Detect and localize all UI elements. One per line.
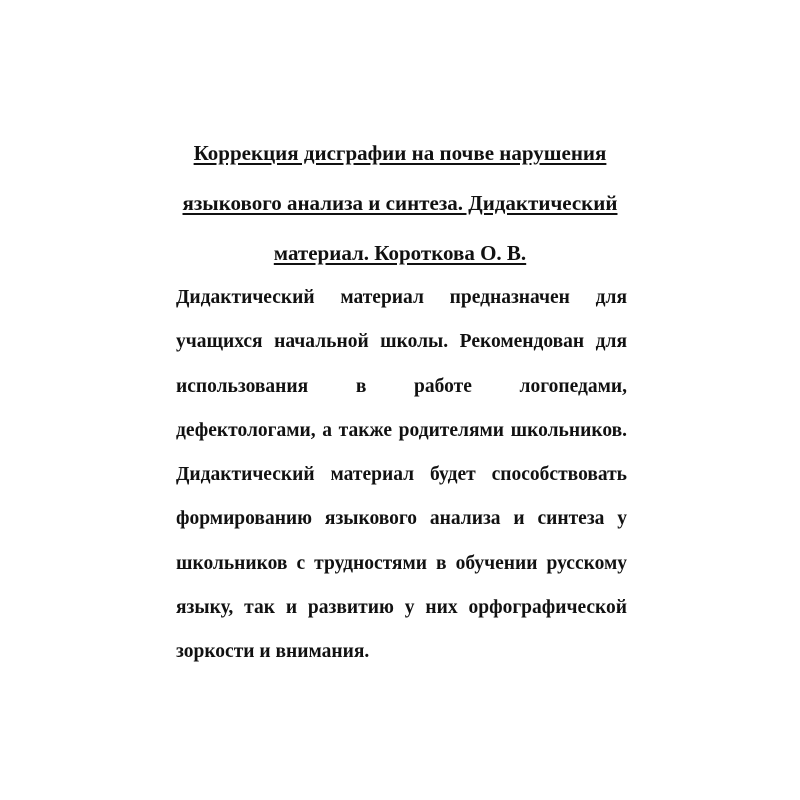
body-line-4: дефектологами, а также родителями школьников. bbox=[176, 419, 627, 441]
body-line-3: использования в работе логопедами, bbox=[176, 375, 627, 397]
body-line-6: формированию языкового анализа и синтеза у bbox=[176, 508, 627, 530]
body-line-7: школьников с трудностями в обучении русскому bbox=[176, 552, 627, 574]
document-title bbox=[170, 128, 630, 278]
title-line-3: материал. Короткова О. В. bbox=[273, 241, 527, 265]
body-line-8: языку, так и развитию у них орфографической bbox=[176, 597, 627, 619]
body-line-2: учащихся начальной школы. Рекомендован для bbox=[176, 331, 627, 353]
title-line-1: Коррекция дисграфии на почве нарушения bbox=[193, 141, 607, 165]
body-line-5: Дидактический материал будет способствовать bbox=[176, 464, 627, 486]
description-paragraph bbox=[176, 276, 627, 675]
title-line-2: языкового анализа и синтеза. Дидактический bbox=[182, 191, 618, 215]
body-line-1: Дидактический материал предназначен для bbox=[176, 287, 627, 308]
body-line-9: зоркости и внимания. bbox=[176, 641, 370, 663]
